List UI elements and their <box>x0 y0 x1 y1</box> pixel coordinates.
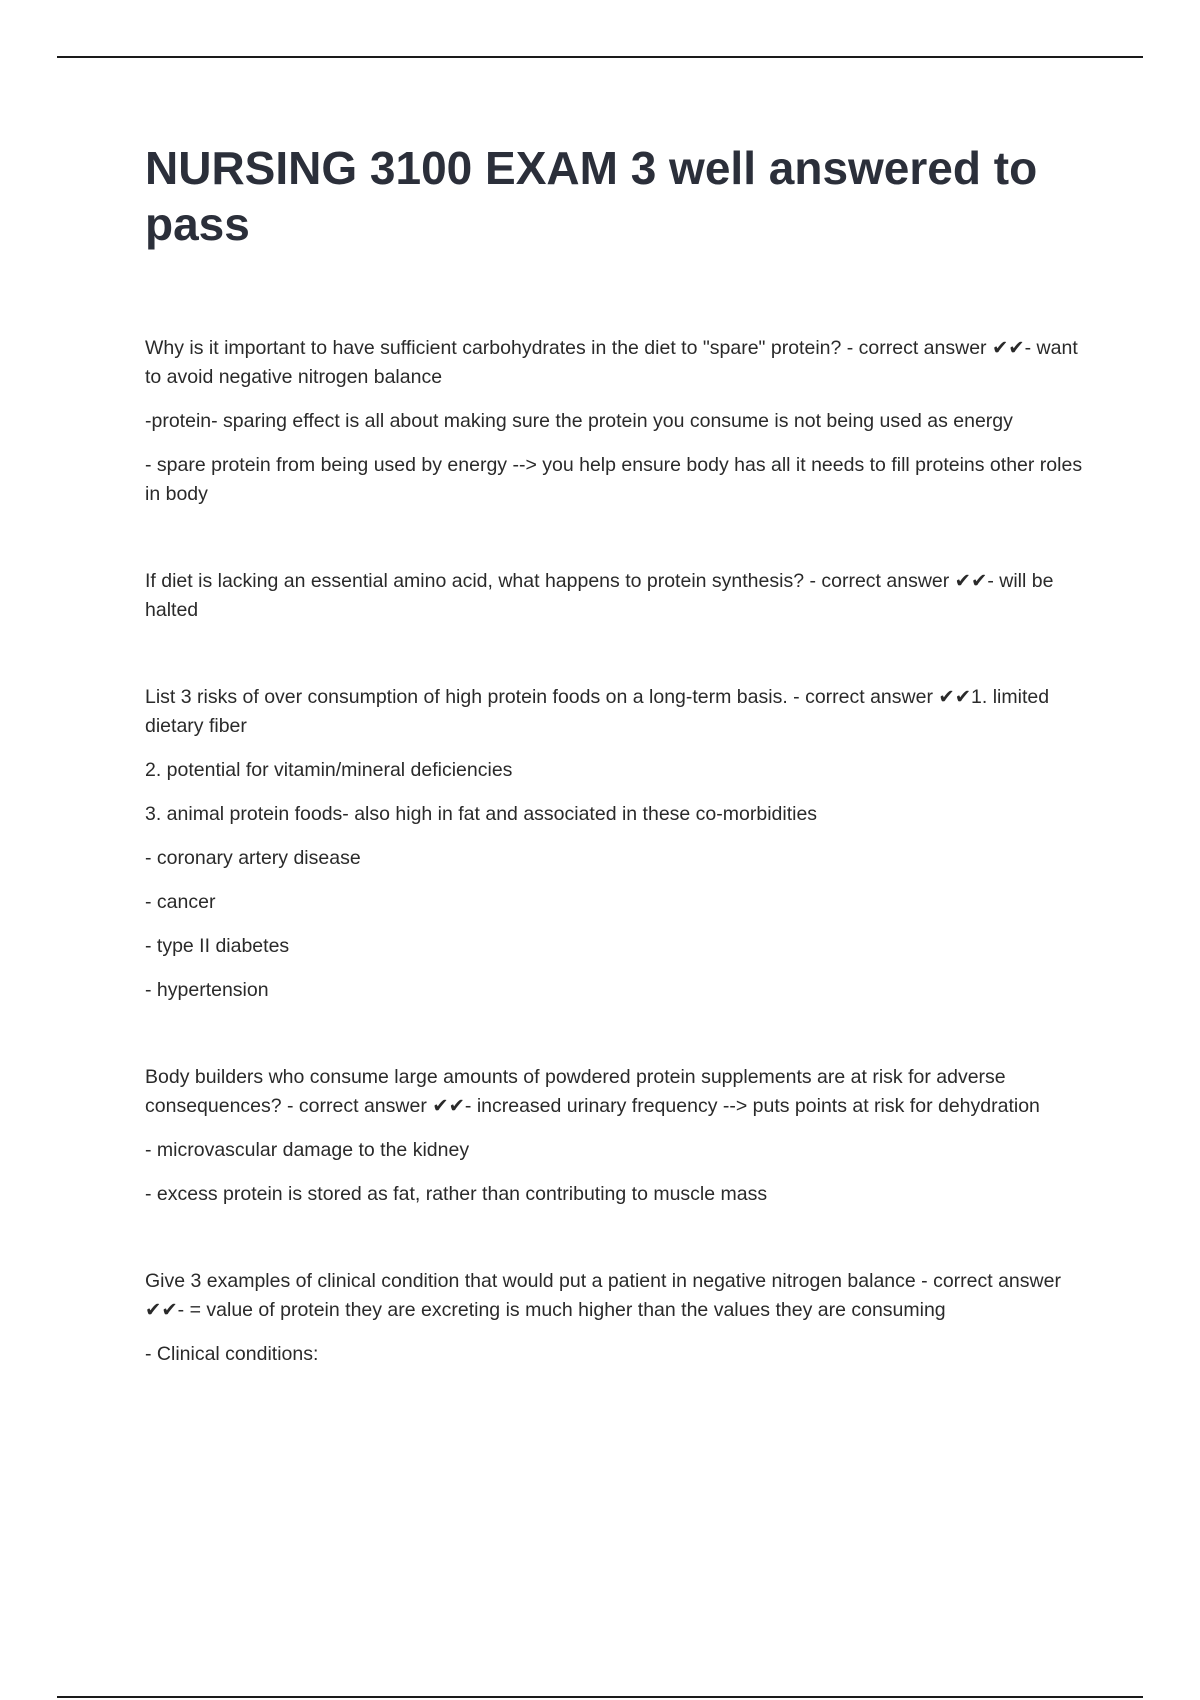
answer-detail: - cancer <box>145 891 216 913</box>
question-answer-text: Why is it important to have sufficient carbohydrates in the diet to "spare" protein? - correct answer ✔✔- want to avoid negative nitrogen balance <box>145 337 1078 388</box>
question-answer-text: If diet is lacking an essential amino acid, what happens to protein synthesis? - correct answer ✔✔- will be halted <box>145 570 1054 621</box>
answer-detail: - type II diabetes <box>145 935 290 957</box>
answer-detail: - excess protein is stored as fat, rather than contributing to muscle mass <box>145 1183 768 1205</box>
answer-detail: - Clinical conditions: <box>145 1343 319 1365</box>
question-answer-text: Give 3 examples of clinical condition that would put a patient in negative nitrogen balance - correct answer ✔✔- = value of protein they are excreting is much higher than the values they are consuming <box>145 1270 1061 1321</box>
document-title: NURSING 3100 EXAM 3 well answered to pass <box>145 142 1038 250</box>
question-answer-text: List 3 risks of over consumption of high protein foods on a long-term basis. - correct answer ✔✔1. limited dietary fiber <box>145 686 1050 737</box>
bottom-rule <box>57 1696 1143 1698</box>
qa-entry <box>145 567 1085 625</box>
answer-detail: 2. potential for vitamin/mineral deficiencies <box>145 759 513 781</box>
qa-entry <box>145 1063 1085 1209</box>
question-answer-text: Body builders who consume large amounts of powdered protein supplements are at risk for adverse consequences? - correct answer ✔✔- increased urinary frequency --> puts points at risk for dehydration <box>145 1066 1040 1117</box>
answer-detail: - spare protein from being used by energy --> you help ensure body has all it needs to fill proteins other roles in body <box>145 454 1083 505</box>
answer-detail: - microvascular damage to the kidney <box>145 1139 470 1161</box>
answer-detail: -protein- sparing effect is all about making sure the protein you consume is not being used as energy <box>145 410 1013 432</box>
qa-entry <box>145 334 1085 509</box>
answer-detail: - hypertension <box>145 979 269 1001</box>
qa-entry <box>145 1267 1085 1369</box>
document-body <box>145 140 1085 1427</box>
top-rule <box>57 56 1143 58</box>
qa-entry <box>145 683 1085 1005</box>
answer-detail: - coronary artery disease <box>145 847 361 869</box>
answer-detail: 3. animal protein foods- also high in fat and associated in these co-morbidities <box>145 803 818 825</box>
